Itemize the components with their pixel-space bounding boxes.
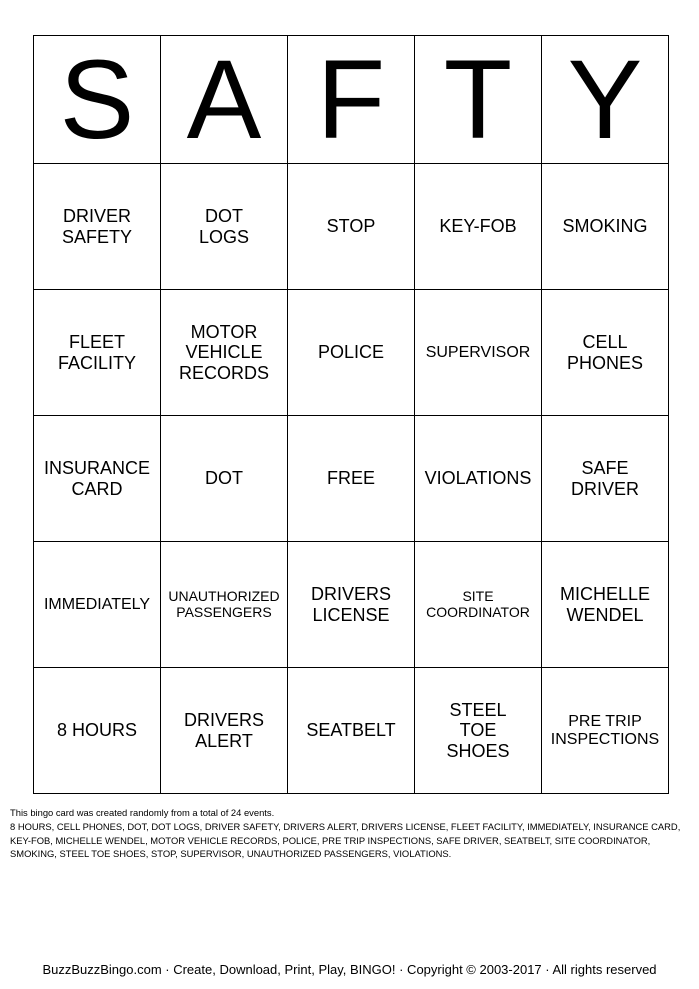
bingo-cell bbox=[161, 542, 288, 668]
cell-text: STOP bbox=[326, 216, 376, 237]
bingo-cell bbox=[542, 290, 669, 416]
header-letter: S bbox=[34, 36, 161, 164]
bingo-cell bbox=[415, 668, 542, 794]
cell-text: KEY-FOB bbox=[439, 216, 517, 237]
cell-text: SITE COORDINATOR bbox=[426, 587, 530, 620]
cell-text: DOT bbox=[205, 468, 243, 489]
header-letter: Y bbox=[542, 36, 669, 164]
bingo-cell bbox=[415, 542, 542, 668]
cell-text: SUPERVISOR bbox=[425, 343, 531, 361]
bingo-cell bbox=[415, 164, 542, 290]
bingo-cell bbox=[161, 668, 288, 794]
card-row bbox=[34, 164, 669, 290]
card-row bbox=[34, 290, 669, 416]
cell-text: IMMEDIATELY bbox=[43, 595, 151, 613]
card-row bbox=[34, 416, 669, 542]
header-letter: A bbox=[161, 36, 288, 164]
bingo-cell bbox=[161, 164, 288, 290]
bingo-cell bbox=[542, 164, 669, 290]
card-row bbox=[34, 668, 669, 794]
cell-text: DOT LOGS bbox=[198, 206, 250, 247]
cell-text: DRIVERS ALERT bbox=[183, 710, 264, 751]
bingo-cell bbox=[415, 416, 542, 542]
bingo-cell bbox=[288, 164, 415, 290]
bingo-cell bbox=[542, 416, 669, 542]
bingo-cell bbox=[161, 416, 288, 542]
bingo-cell bbox=[34, 668, 161, 794]
bingo-cell bbox=[34, 164, 161, 290]
cell-text: MOTOR VEHICLE RECORDS bbox=[178, 322, 269, 383]
bingo-cell bbox=[34, 416, 161, 542]
cell-text: SAFE DRIVER bbox=[570, 458, 639, 499]
header-letter: F bbox=[288, 36, 415, 164]
cell-text: DRIVERS LICENSE bbox=[310, 584, 391, 625]
footer-copyright: BuzzBuzzBingo.com · Create, Download, Print, Play, BINGO! · Copyright © 2003-2017 · All rights reserved bbox=[42, 962, 657, 977]
bingo-cell bbox=[288, 290, 415, 416]
bingo-cell bbox=[415, 290, 542, 416]
card-row bbox=[34, 542, 669, 668]
cell-text: CELL PHONES bbox=[566, 332, 644, 373]
cell-text: DRIVER SAFETY bbox=[61, 206, 132, 247]
cell-text: POLICE bbox=[317, 342, 385, 363]
info-summary: This bingo card was created randomly from a total of 24 events. bbox=[10, 807, 275, 818]
bingo-cell bbox=[542, 542, 669, 668]
cell-text: UNAUTHORIZED PASSENGERS bbox=[168, 587, 280, 620]
bingo-cell bbox=[542, 668, 669, 794]
bingo-cell bbox=[34, 542, 161, 668]
header-row bbox=[34, 36, 669, 164]
cell-text: SMOKING bbox=[562, 216, 648, 237]
bingo-cell bbox=[288, 668, 415, 794]
cell-text: VIOLATIONS bbox=[424, 468, 532, 489]
cell-text: PRE TRIP INSPECTIONS bbox=[550, 712, 660, 748]
event-list: 8 HOURS, CELL PHONES, DOT, DOT LOGS, DRIVER SAFETY, DRIVERS ALERT, DRIVERS LICENSE, FLEET FACILITY, IMMEDIATELY, INSURANCE CARD, KEY-FOB, MICHELLE WENDEL, MOTOR VEHICLE RECORDS, POLICE, PRE TRIP INSPECTIONS, SAFE DRIVER, SEATBELT, SITE COORDINATOR, SMOKING, STEEL TOE SHOES, STOP, SUPERVISOR, UNAUTHORIZED PASSENGERS, VIOLATIONS. bbox=[10, 820, 681, 860]
cell-text: FLEET FACILITY bbox=[57, 332, 137, 373]
cell-text: MICHELLE WENDEL bbox=[559, 584, 651, 625]
cell-text: SEATBELT bbox=[306, 720, 396, 741]
cell-text: 8 HOURS bbox=[56, 720, 137, 741]
cell-text: INSURANCE CARD bbox=[43, 458, 150, 499]
bingo-cell bbox=[288, 542, 415, 668]
card-info bbox=[10, 806, 692, 861]
free-cell bbox=[288, 416, 415, 542]
bingo-cell bbox=[161, 290, 288, 416]
bingo-card bbox=[33, 35, 669, 794]
header-letter: T bbox=[415, 36, 542, 164]
cell-text: STEEL TOE SHOES bbox=[446, 700, 510, 761]
bingo-cell bbox=[34, 290, 161, 416]
cell-text: FREE bbox=[326, 468, 375, 489]
